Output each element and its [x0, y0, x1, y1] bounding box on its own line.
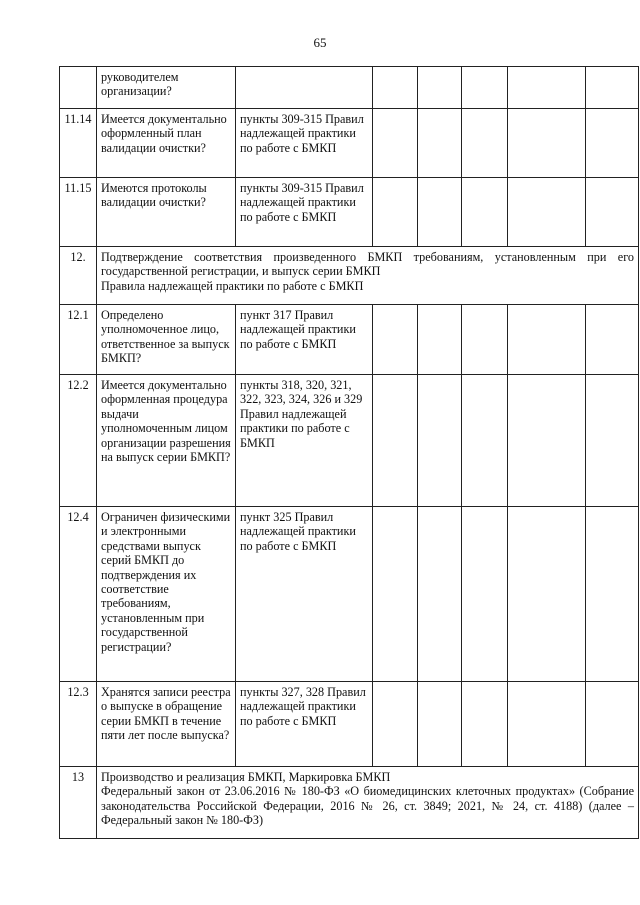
question-cell: Имеется документально оформленный план валидации очистки? — [97, 109, 236, 178]
item-number: 12.1 — [60, 305, 97, 375]
question-cell: Определено уполномоченное лицо, ответственное за выпуск БМКП? — [97, 305, 236, 375]
section-number: 12. — [60, 247, 97, 305]
answer-yes-cell — [373, 682, 418, 767]
answer-extra-cell — [586, 682, 639, 767]
answer-no-cell — [418, 507, 462, 682]
page-number: 65 — [313, 35, 327, 50]
item-number — [60, 67, 97, 109]
answer-extra-cell — [586, 67, 639, 109]
question-cell: Имеются протоколы валидации очистки? — [97, 178, 236, 247]
answer-na-cell — [462, 67, 508, 109]
table-row — [60, 109, 639, 178]
answer-yes-cell — [373, 67, 418, 109]
section-subtitle: Федеральный закон от 23.06.2016 № 180-ФЗ «О биомедицинских клеточных продуктах» (Собрание законодательства Российской Федерации, 2016 № 26, ст. 3849; 2021, № 24, ст. 4188) (далее – Федеральный закон № 180-ФЗ) — [101, 784, 634, 828]
reference-cell: пункт 325 Правил надлежащей практики по работе с БМКП — [236, 507, 373, 682]
answer-yes-cell — [373, 375, 418, 507]
section-subtitle: Правила надлежащей практики по работе с БМКП — [101, 278, 364, 293]
answer-comment-cell — [508, 375, 586, 507]
reference-cell: пункты 318, 320, 321, 322, 323, 324, 326 и 329 Правил надлежащей практики по работе с БМКП — [236, 375, 373, 507]
reference-cell: пункты 309-315 Правил надлежащей практики по работе с БМКП — [236, 109, 373, 178]
answer-comment-cell — [508, 178, 586, 247]
table-row — [60, 305, 639, 375]
answer-no-cell — [418, 109, 462, 178]
item-number: 11.15 — [60, 178, 97, 247]
question-cell: руководителем организации? — [97, 67, 236, 109]
section-row — [60, 247, 639, 305]
answer-na-cell — [462, 178, 508, 247]
answer-no-cell — [418, 305, 462, 375]
reference-cell: пункты 327, 328 Правил надлежащей практики по работе с БМКП — [236, 682, 373, 767]
table-row — [60, 375, 639, 507]
table-row — [60, 178, 639, 247]
item-number: 12.2 — [60, 375, 97, 507]
item-number: 12.4 — [60, 507, 97, 682]
section-title: Производство и реализация БМКП, Маркировка БМКП — [101, 770, 391, 784]
answer-comment-cell — [508, 109, 586, 178]
answer-comment-cell — [508, 682, 586, 767]
answer-na-cell — [462, 375, 508, 507]
answer-no-cell — [418, 682, 462, 767]
answer-extra-cell — [586, 305, 639, 375]
answer-yes-cell — [373, 109, 418, 178]
question-cell: Хранятся записи реестра о выпуске в обращение серии БМКП в течение пяти лет после выпуска? — [97, 682, 236, 767]
table-row — [60, 507, 639, 682]
section-title-cell — [97, 247, 639, 305]
answer-comment-cell — [508, 507, 586, 682]
checklist-table — [59, 66, 639, 839]
answer-yes-cell — [373, 178, 418, 247]
item-number: 11.14 — [60, 109, 97, 178]
reference-cell: пункт 317 Правил надлежащей практики по работе с БМКП — [236, 305, 373, 375]
answer-yes-cell — [373, 507, 418, 682]
answer-comment-cell — [508, 305, 586, 375]
answer-comment-cell — [508, 67, 586, 109]
table-row — [60, 682, 639, 767]
answer-na-cell — [462, 305, 508, 375]
question-cell: Ограничен физическими и электронными средствами выпуск серий БМКП до подтверждения их соответствие требованиям, установленным при государственной регистрации? — [97, 507, 236, 682]
section-title: Подтверждение соответствия произведенного БМКП требованиям, установленным при его государственной регистрации, и выпуск серии БМКП — [101, 250, 634, 279]
table-row — [60, 67, 639, 109]
section-row — [60, 767, 639, 839]
answer-no-cell — [418, 67, 462, 109]
reference-cell: пункты 309-315 Правил надлежащей практики по работе с БМКП — [236, 178, 373, 247]
answer-extra-cell — [586, 178, 639, 247]
section-number: 13 — [60, 767, 97, 839]
section-title-cell — [97, 767, 639, 839]
answer-no-cell — [418, 375, 462, 507]
item-number: 12.3 — [60, 682, 97, 767]
answer-no-cell — [418, 178, 462, 247]
reference-cell — [236, 67, 373, 109]
answer-na-cell — [462, 507, 508, 682]
answer-extra-cell — [586, 375, 639, 507]
answer-yes-cell — [373, 305, 418, 375]
question-cell: Имеется документально оформленная процедура выдачи уполномоченным лицом организации разрешения на выпуск серии БМКП? — [97, 375, 236, 507]
answer-na-cell — [462, 682, 508, 767]
answer-extra-cell — [586, 109, 639, 178]
answer-na-cell — [462, 109, 508, 178]
answer-extra-cell — [586, 507, 639, 682]
